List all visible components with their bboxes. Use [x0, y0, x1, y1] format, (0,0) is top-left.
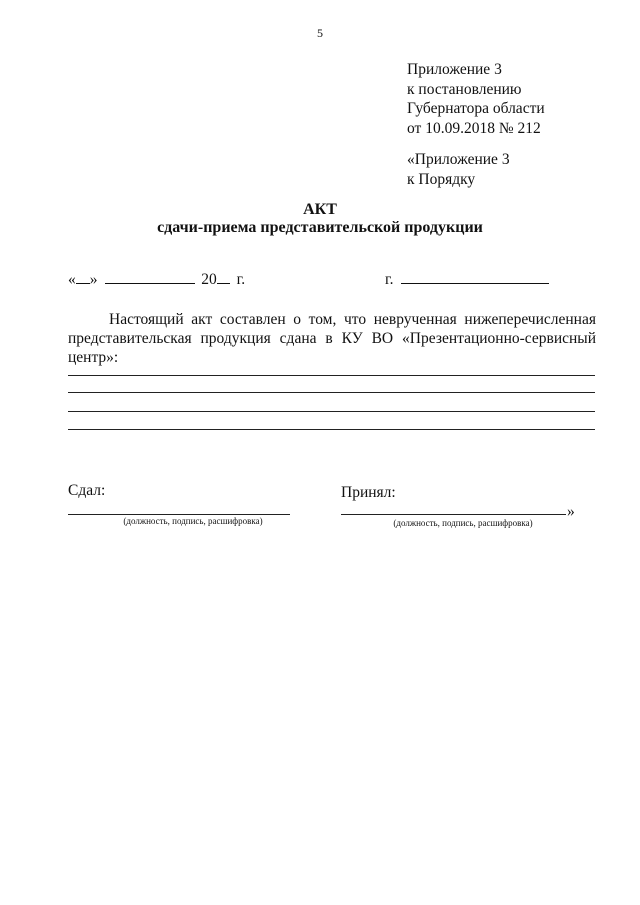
date-open-quote: « [68, 271, 76, 288]
year-prefix: 20 [201, 271, 217, 288]
date-close-quote: » [89, 271, 98, 288]
closing-quote: » [567, 503, 575, 520]
body-line: центр»: [68, 349, 119, 366]
fill-line [68, 375, 595, 376]
city-prefix: г. [385, 271, 394, 288]
body-line: представительская продукция сдана в КУ ВО «Презентационно-сервисный [68, 330, 596, 347]
act-body [68, 310, 596, 367]
fill-line [68, 429, 595, 430]
appendix-line: от 10.09.2018 № 212 [407, 119, 541, 137]
fill-line [68, 392, 595, 393]
appendix-header [407, 60, 545, 138]
appendix-order-line: к Порядку [407, 170, 476, 188]
handed-over-label: Сдал: [68, 482, 106, 499]
fill-line [68, 411, 595, 412]
appendix-order-header [407, 150, 510, 189]
handed-signature-caption: (должность, подпись, расшифровка) [123, 516, 263, 526]
received-signature-line [341, 514, 566, 515]
appendix-line: к постановлению [407, 80, 522, 98]
city-field [385, 271, 549, 289]
day-blank [76, 271, 90, 284]
appendix-order-line: «Приложение 3 [407, 151, 510, 168]
received-label: Принял: [341, 484, 396, 501]
body-line: Настоящий акт составлен о том, что неврученная нижеперечисленная [109, 311, 596, 328]
year-blank [217, 271, 230, 284]
received-signature-caption: (должность, подпись, расшифровка) [393, 518, 533, 528]
date-field [68, 271, 245, 289]
page-number: 5 [317, 26, 323, 40]
appendix-line: Приложение 3 [407, 61, 502, 78]
handed-signature-line [68, 514, 290, 515]
document-title: АКТ [303, 201, 337, 218]
city-blank [401, 271, 549, 284]
month-blank [105, 271, 195, 284]
appendix-line: Губернатора области [407, 100, 545, 117]
year-suffix: г. [236, 271, 246, 288]
document-subtitle: сдачи-приема представительской продукции [157, 219, 483, 236]
